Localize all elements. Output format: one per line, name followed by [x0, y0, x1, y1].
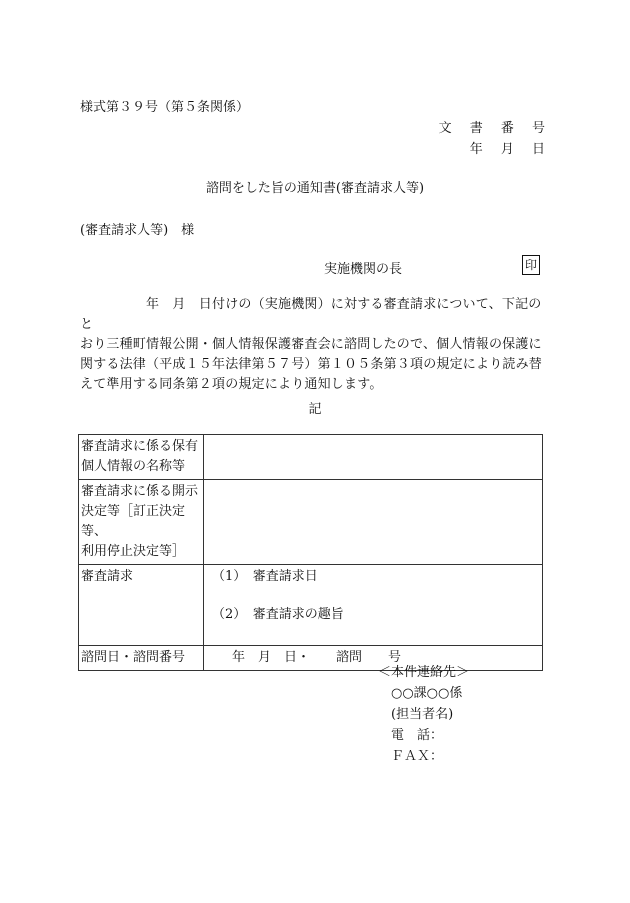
body-line: えて準用する同条第２項の規定により通知します。 — [80, 377, 383, 392]
table-row — [79, 646, 543, 671]
label-text: 審査請求 — [81, 569, 134, 584]
table-label-cell — [79, 435, 204, 480]
label-text: 審査請求に係る開示 — [81, 484, 199, 499]
sender-title: 実施機関の長 — [324, 262, 403, 277]
contact-person: (担当者名) — [378, 707, 454, 722]
contact-fax: ＦＡＸ： — [378, 749, 444, 764]
label-text: 諮問日・諮問番号 — [81, 650, 186, 665]
body-line: 年 月 日付けの（実施機関）に対する審査請求について、下記のと — [80, 297, 542, 332]
table-value-cell — [204, 565, 543, 646]
document-title: 諮問をした旨の通知書(審査請求人等) — [205, 181, 425, 196]
details-table — [78, 434, 543, 671]
document-date-label: 年 月 日 — [469, 142, 552, 157]
table-label-cell — [79, 480, 204, 565]
table-value-cell — [204, 435, 543, 480]
contact-block — [378, 662, 469, 767]
request-date-item: （1） 審査請求日 — [212, 569, 318, 584]
body-line: 関する法律（平成１５年法律第５７号）第１０５条第３項の規定により読み替 — [80, 357, 543, 372]
table-row — [79, 480, 543, 565]
table-label-cell — [79, 646, 204, 671]
table-value-cell — [204, 646, 543, 671]
seal-mark: 印 — [522, 255, 540, 275]
table-label-cell — [79, 565, 204, 646]
label-text: 利用停止決定等］ — [81, 544, 186, 559]
contact-section: ○○課○○係 — [378, 686, 463, 701]
document-number-label: 文 書 番 号 — [438, 121, 552, 136]
table-row — [79, 435, 543, 480]
contact-heading: ＜本件連絡先＞ — [378, 665, 470, 680]
form-number: 様式第３９号（第５条関係） — [80, 100, 250, 115]
table-row — [79, 565, 543, 646]
label-text: 個人情報の名称等 — [81, 459, 186, 474]
label-text: 審査請求に係る保有 — [81, 439, 199, 454]
body-line: おり三種町情報公開・個人情報保護審査会に諮問したので、個人情報の保護に — [80, 337, 542, 352]
contact-phone: 電 話： — [378, 728, 444, 743]
ki-heading: 記 — [308, 402, 322, 417]
inquiry-date-number: 年 月 日・ 諮問 号 — [206, 650, 402, 665]
addressee: (審査請求人等) 様 — [80, 223, 195, 238]
table-value-cell — [204, 480, 543, 565]
label-text: 決定等［訂正決定等、 — [81, 504, 186, 539]
request-purpose-item: （2） 審査請求の趣旨 — [212, 607, 344, 622]
body-paragraph — [80, 295, 554, 395]
